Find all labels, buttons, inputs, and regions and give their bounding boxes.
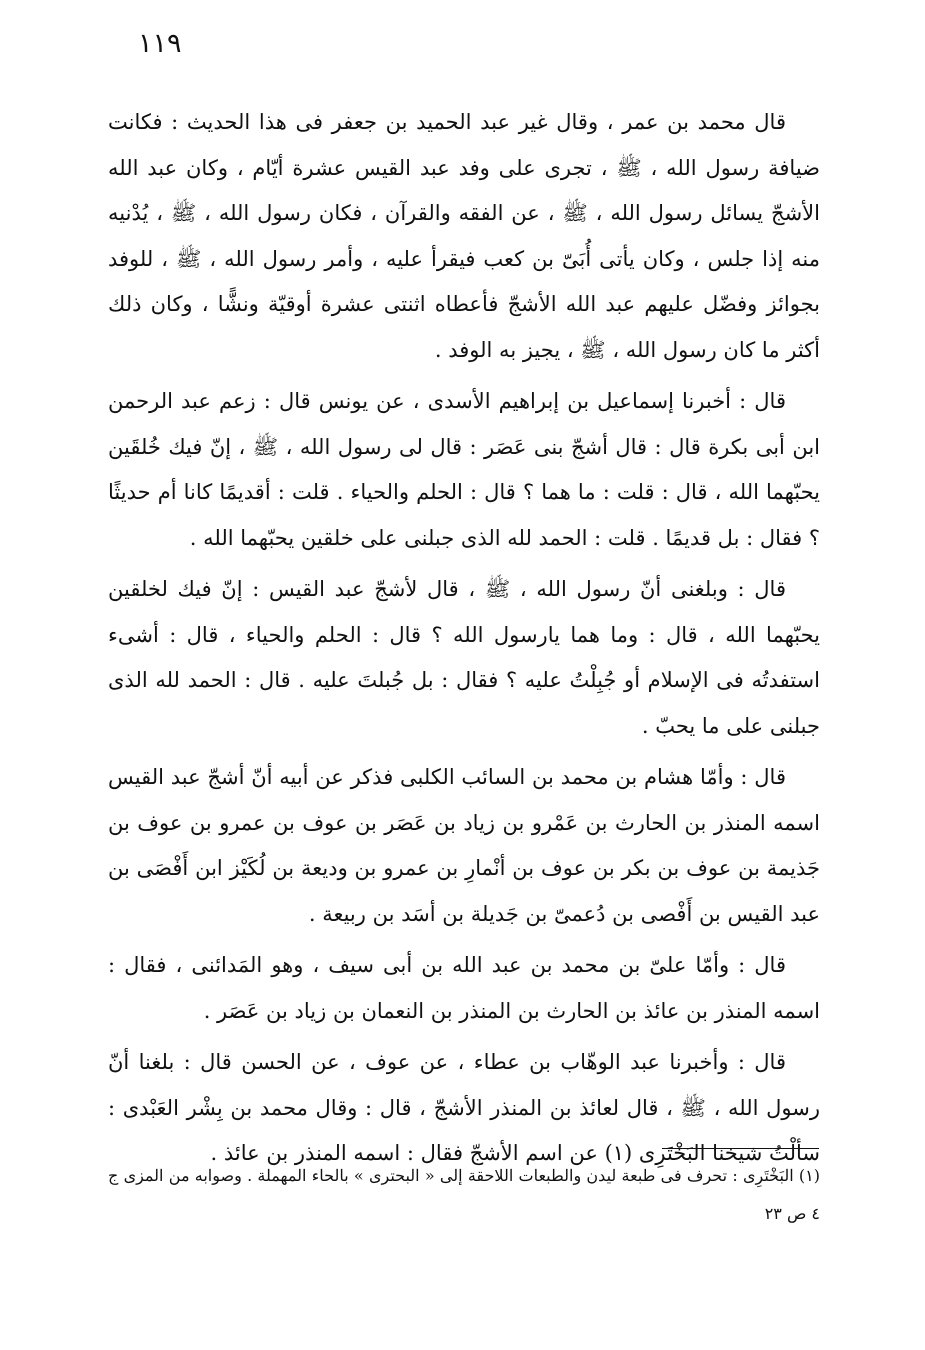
footnote-divider <box>662 1148 819 1149</box>
paragraph: قال : وأمّا هشام بن محمد بن السائب الكلبى فذكر عن أبيه أنّ أشجّ عبد القيس اسمه المنذر بن الحارث بن عَمْرو بن زياد بن عَصَر بن عوف بن عمرو بن عوف بن جَذيمة بن عوف بن بكر بن عوف بن أنْمارِ بن عمرو بن وديعة بن لُكَيْز ابن أَفْصَى بن عبد القيس بن أَفْصى بن دُعمىّ بن جَديلة بن أسَد بن ربيعة . <box>108 765 820 926</box>
main-text <box>108 100 820 1183</box>
paragraph: قال : وأمّا علىّ بن محمد بن عبد الله بن أبى سيف ، وهو المَدائنى ، فقال : اسمه المنذر بن عائذ بن الحارث بن المنذر بن النعمان بن زياد بن عَصَر . <box>108 953 820 1023</box>
footnote: (١) البَخْتَرِى : تحرف فى طبعة ليدن والطبعات اللاحقة إلى « البحترى » بالحاء المهملة . وصوابه من المزى ج ٤ ص ٢٣ <box>108 1166 820 1223</box>
paragraph: قال : وبلغنى أنّ رسول الله ، ﷺ ، قال لأشجّ عبد القيس : إنّ فيك لخلقين يحبّهما الله ، قال : وما هما يارسول الله ؟ قال : الحلم والحياء ، قال : أشىء استفدتُه فى الإسلام أو جُبِلْتُ عليه ؟ فقال : بل جُبلتَ عليه . قال : الحمد لله الذى جبلنى على ما يحبّ . <box>108 577 820 738</box>
paragraph: قال : وأخبرنا عبد الوهّاب بن عطاء ، عن عوف ، عن الحسن قال : بلغنا أنّ رسول الله ، ﷺ ، قال لعائذ بن المنذر الأشجّ ، قال : وقال محمد بن بِشْر العَبْدى : سألْتُ شيخنا البَخْتَرِى (١) عن اسم الأشجّ فقال : اسمه المنذر بن عائذ . <box>108 1050 820 1165</box>
page-number: ١١٩ <box>138 28 182 59</box>
paragraph: قال : أخبرنا إسماعيل بن إبراهيم الأسدى ، عن يونس قال : زعم عبد الرحمن ابن أبى بكرة قال : قال أشجّ بنى عَصَر : قال لى رسول الله ، ﷺ ، إنّ فيك خُلقَين يحبّهما الله ، قال : قلت : ما هما ؟ قال : الحلم والحياء . قلت : أقديمًا كانا أم حديثًا ؟ فقال : بل قديمًا . قلت : الحمد لله الذى جبلنى على خلقين يحبّهما الله . <box>108 389 821 550</box>
paragraph: قال محمد بن عمر ، وقال غير عبد الحميد بن جعفر فى هذا الحديث : فكانت ضيافة رسول الله ، ﷺ ، تجرى على وفد عبد القيس عشرة أيّام ، وكان عبد الله الأشجّ يسائل رسول الله ، ﷺ ، عن الفقه والقرآن ، فكان رسول الله ، ﷺ ، يُدْنيه منه إذا جلس ، وكان يأتى أُبَىّ بن كعب فيقرأ عليه ، وأمر رسول الله ، ﷺ ، للوفد بجوائز وفضّل عليهم عبد الله الأشجّ فأعطاه اثنتى عشرة أوقيّة ونشًّا ، وكان ذلك أكثر ما كان رسول الله ، ﷺ ، يجيز به الوفد . <box>108 110 820 362</box>
